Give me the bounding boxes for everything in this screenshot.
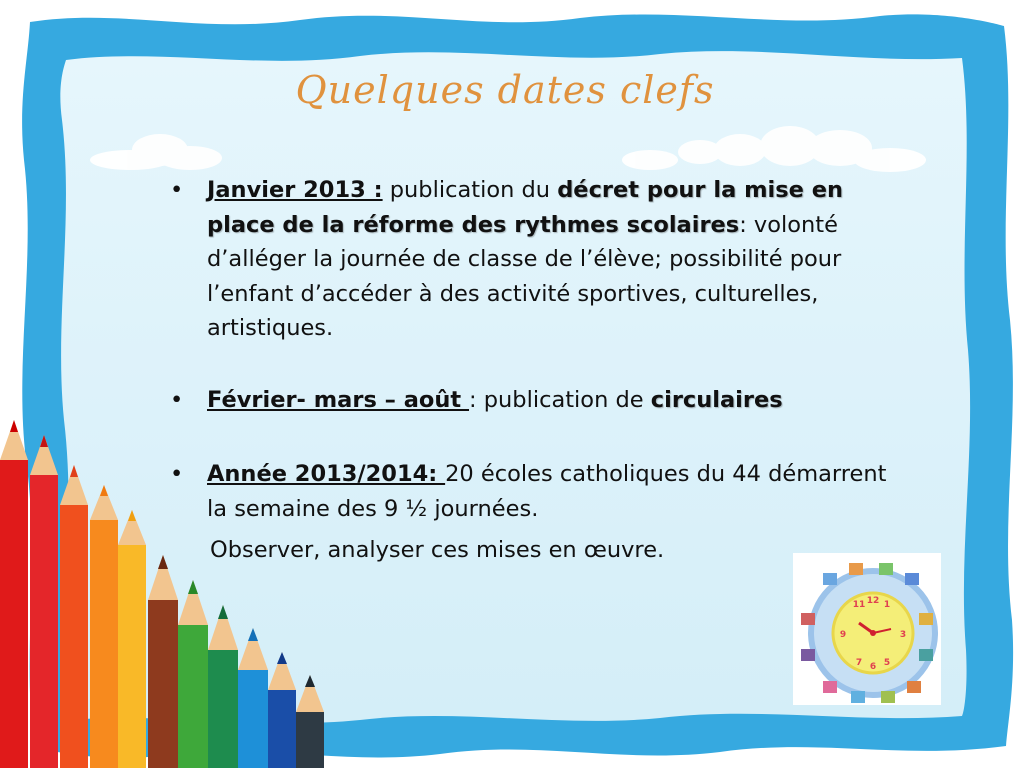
bullet-text: publication du bbox=[382, 177, 558, 203]
svg-text:12: 12 bbox=[866, 596, 880, 606]
svg-text:9: 9 bbox=[839, 630, 847, 640]
bullet-text: : publication de bbox=[469, 387, 651, 413]
bullet-highlight: décret pour la mise en place de la réforme des rythmes scolaires bbox=[207, 177, 844, 238]
clock-illustration bbox=[793, 553, 941, 705]
bullet-date: Janvier 2013 : bbox=[207, 177, 383, 203]
slide-title: Quelques dates clefs bbox=[295, 68, 715, 112]
bullet-date: Février- mars – août bbox=[207, 387, 470, 413]
bullet-icon: • bbox=[170, 387, 184, 413]
bullet-date: Année 2013/2014: bbox=[207, 461, 446, 487]
svg-text:11: 11 bbox=[852, 600, 866, 610]
svg-text:5: 5 bbox=[883, 658, 891, 668]
svg-text:1: 1 bbox=[883, 600, 891, 610]
bullet-text: 20 écoles catholiques du 44 démarrent la semaine des 9 ½ journées. bbox=[207, 461, 887, 522]
bullet-icon: • bbox=[170, 461, 184, 487]
bullet-text-after: : volonté d’alléger la journée de classe de l’élève; possibilité pour l’enfant d’accéder à des activité sportives, culturelles, artistiques. bbox=[207, 211, 842, 341]
svg-text:6: 6 bbox=[869, 662, 877, 672]
svg-text:7: 7 bbox=[855, 658, 863, 668]
bullet-icon: • bbox=[170, 177, 184, 203]
bullet-highlight: circulaires bbox=[650, 387, 783, 413]
svg-text:3: 3 bbox=[899, 630, 907, 640]
closing-note: Observer, analyser ces mises en œuvre. bbox=[210, 537, 665, 563]
